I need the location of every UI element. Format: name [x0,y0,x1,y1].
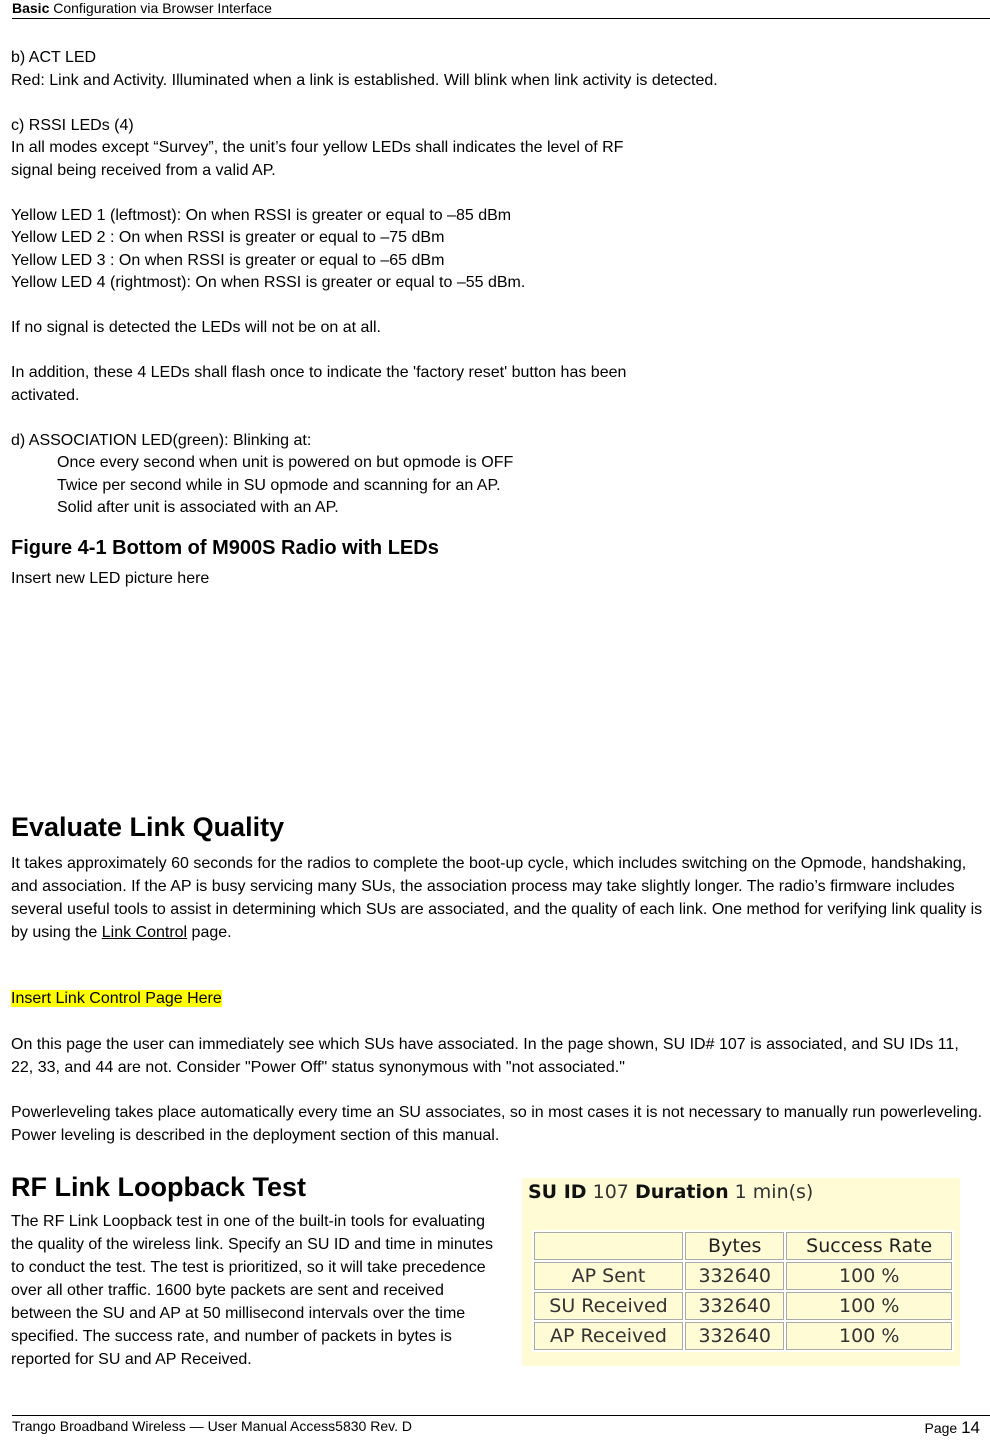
act-led-desc: Red: Link and Activity. Illuminated when a link is established. Will blink when link activity is detected. [11,71,718,89]
evaluate-para1-end: page. [187,924,232,941]
header-bold: Basic [12,0,50,16]
page-number-block [924,1418,980,1438]
no-signal-text: If no signal is detected the LEDs will not be on at all. [11,319,381,336]
table-row [534,1292,952,1320]
figure-title: Figure 4-1 Bottom of M900S Radio with LEDs [11,537,439,559]
footer-text: Trango Broadband Wireless — User Manual Access5830 Rev. D [12,1418,412,1434]
led-2-text: Yellow LED 2 : On when RSSI is greater or equal to –75 dBm [11,229,445,246]
table-row [534,1322,952,1350]
assoc-title: d) ASSOCIATION LED(green): Blinking at: [11,431,312,449]
evaluate-paragraph-2: On this page the user can immediately see which SUs have associated. In the page shown, SU ID# 107 is associated, and SU IDs 11, 22, 33, and 44 are not. Consider "Power Off" status synonymous with "not associated." [11,1036,959,1076]
loopback-results-screenshot [522,1178,960,1366]
loopback-paragraph: The RF Link Loopback test in one of the built-in tools for evaluating the quality of the wireless link. Specify an SU ID and time in minutes to conduct the test. The test is prioritized, so it will take precedence over all other traffic. 1600 byte packets are sent and received between the SU and AP at 50 millisecond intervals over the time specified. The success rate, and number of packets in bytes is reported for SU and AP Received. [11,1213,493,1368]
led-4-text: Yellow LED 4 (rightmost): On when RSSI is greater or equal to –55 dBm. [11,274,526,291]
table-row [534,1262,952,1290]
evaluate-para1-text: It takes approximately 60 seconds for the radios to complete the boot-up cycle, which includes switching on the Opmode, handshaking, and association. If the AP is busy servicing many SUs, the association process may take slightly longer. The radio’s firmware includes several useful tools to assist in determining which SUs are associated, and the quality of each link. One method for verifying link quality is by using the [11,855,983,941]
row-bytes: 332640 [685,1262,784,1290]
assoc-item-2: Twice per second while in SU opmode and scanning for an AP. [57,476,501,494]
su-id-label: SU ID [528,1181,587,1203]
assoc-item-1: Once every second when unit is powered on but opmode is OFF [57,454,514,471]
insert-link-control-note [11,987,983,1010]
row-bytes: 332640 [685,1292,784,1320]
rssi-desc-2: signal being received from a valid AP. [11,161,276,179]
results-table [532,1230,954,1352]
row-success-rate: 100 % [786,1262,952,1290]
act-led-title: b) ACT LED [11,49,97,66]
evaluate-heading: Evaluate Link Quality [11,812,285,842]
led-1-text: Yellow LED 1 (leftmost): On when RSSI is greater or equal to –85 dBm [11,206,512,224]
results-col-blank [534,1232,683,1260]
header-title: Configuration via Browser Interface [53,0,272,16]
row-label: AP Received [534,1322,683,1350]
results-col-success-rate: Success Rate [786,1232,952,1260]
results-header-row [534,1232,952,1260]
duration-value: 1 min(s) [734,1181,814,1203]
su-id-value: 107 [592,1181,629,1203]
led-section [11,47,981,520]
rssi-title: c) RSSI LEDs (4) [11,116,134,134]
led-3-text: Yellow LED 3 : On when RSSI is greater or equal to –65 dBm [11,251,445,269]
row-success-rate: 100 % [786,1292,952,1320]
loopback-heading: RF Link Loopback Test [11,1172,307,1202]
link-control-link[interactable]: Link Control [101,924,188,941]
duration-label: Duration [634,1181,729,1203]
evaluate-paragraph-3: Powerleveling takes place automatically every time an SU associates, so in most cases it is not necessary to manually run powerleveling. Power leveling is described in the deployment section of this manual. [11,1104,983,1144]
page-label: Page [924,1420,958,1436]
page-number: 14 [961,1418,980,1437]
results-title [528,1181,813,1203]
reset-text-2: activated. [11,386,80,404]
insert-note-highlight: Insert Link Control Page Here [11,990,222,1007]
row-bytes: 332640 [685,1322,784,1350]
rssi-desc-1: In all modes except “Survey”, the unit’s four yellow LEDs shall indicates the level of RF [11,139,624,156]
page-footer [12,1415,990,1436]
figure-placeholder-note: Insert new LED picture here [11,570,210,587]
evaluate-paragraph-1 [11,852,983,944]
row-label: AP Sent [534,1262,683,1290]
assoc-item-3: Solid after unit is associated with an AP. [57,499,339,516]
row-success-rate: 100 % [786,1322,952,1350]
reset-text-1: In addition, these 4 LEDs shall flash once to indicate the 'factory reset' button has been [11,364,627,381]
row-label: SU Received [534,1292,683,1320]
results-col-bytes: Bytes [685,1232,784,1260]
page-header [12,0,990,19]
